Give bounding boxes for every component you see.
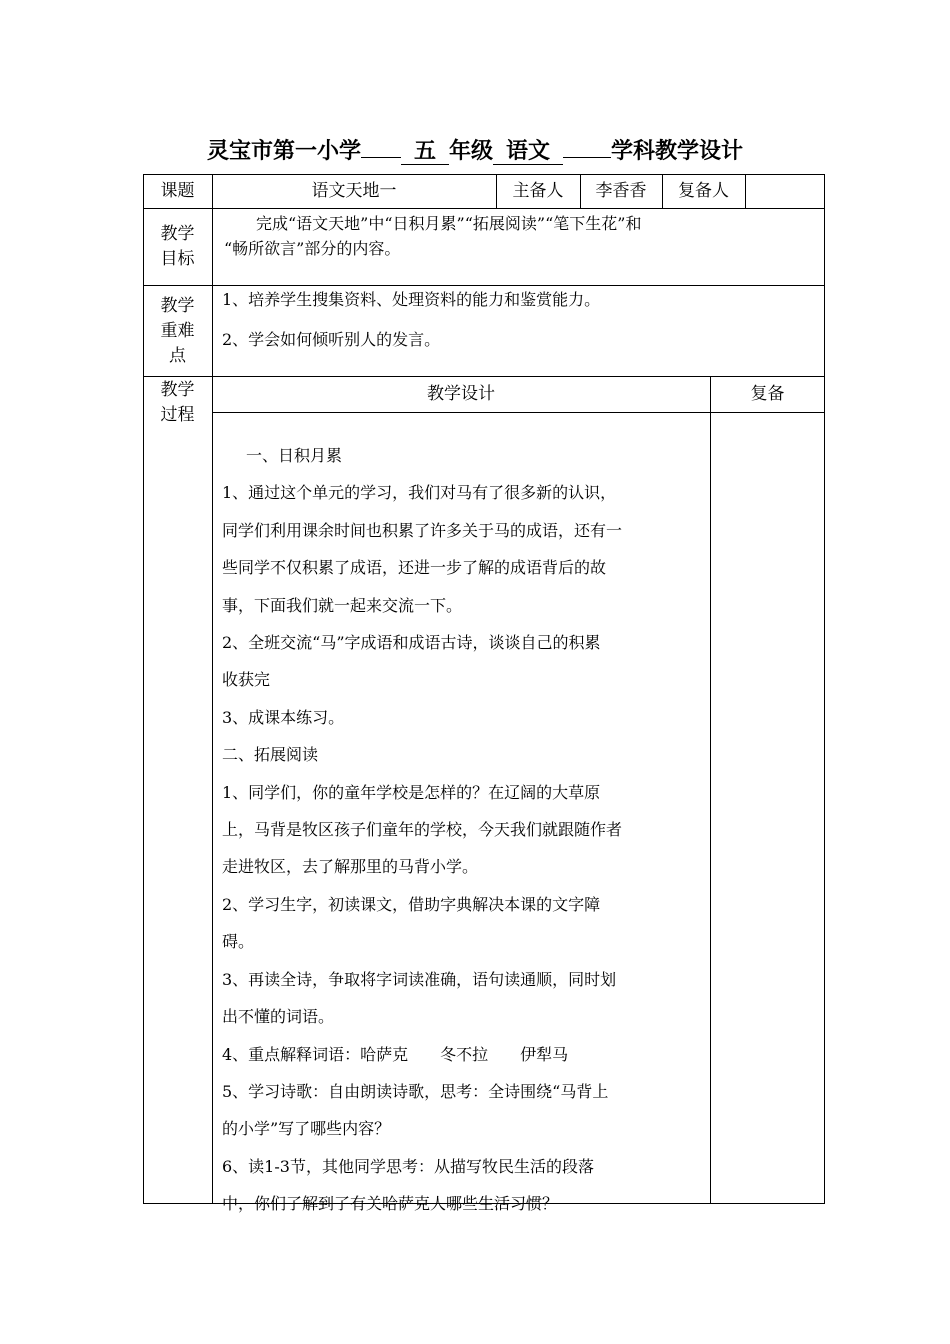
title-subject: 语文 — [493, 140, 563, 165]
content-line: 3、成课本练习。 — [222, 707, 345, 727]
goals-line-2: “畅所欲言”部分的内容。 — [224, 239, 401, 258]
content-line: 1、同学们，你的童年学校是怎样的？在辽阔的大草原 — [222, 782, 601, 802]
goals-line-1: 完成“语文天地”中“日积月累”“拓展阅读”“笔下生花”和 — [256, 214, 642, 233]
co-preparer-label: 复备人 — [678, 181, 729, 201]
content-line: 些同学不仅积累了成语，还进一步了解的成语背后的故 — [222, 558, 607, 578]
content-line: 碍。 — [222, 932, 255, 952]
title-suffix: 学科教学设计 — [611, 139, 744, 164]
title-blank-2 — [563, 157, 611, 158]
content-line: 1、通过这个单元的学习，我们对马有了很多新的认识， — [222, 483, 617, 503]
difficulty-item: 2、学会如何倾听别人的发言。 — [222, 330, 441, 349]
content-line: 4、重点解释词语：哈萨克 冬不拉 伊犁马 — [222, 1044, 569, 1064]
title-blank-1 — [361, 157, 401, 158]
goals-label: 教学 目标 — [160, 224, 195, 269]
content-line: 上，马背是牧区孩子们童年的学校，今天我们就跟随作者 — [222, 820, 623, 840]
topic-label: 课题 — [160, 181, 195, 201]
content-line: 中，你们了解到了有关哈萨克人哪些生活习惯？ — [222, 1194, 559, 1214]
teaching-design-content — [222, 437, 706, 1223]
document-title — [0, 136, 950, 168]
content-line: 出不懂的词语。 — [222, 1007, 335, 1027]
difficulties-label: 教学 重难 点 — [160, 296, 195, 366]
title-grade-suffix: 年级 — [448, 139, 493, 164]
section-heading: 二、拓展阅读 — [222, 745, 319, 765]
lead-preparer-label: 主备人 — [512, 181, 564, 201]
content-line: 事，下面我们就一起来交流一下。 — [222, 595, 463, 615]
topic-value: 语文天地一 — [311, 181, 397, 201]
title-grade: 五 — [401, 140, 449, 165]
content-line: 同学们利用课余时间也积累了许多关于马的成语，还有一 — [222, 520, 623, 540]
goals-text — [224, 211, 816, 261]
content-line: 5、学习诗歌：自由朗读诗歌，思考：全诗围绕“马背上 — [222, 1081, 609, 1101]
review-header: 复备 — [750, 384, 785, 404]
title-school: 灵宝市第一小学 — [206, 139, 361, 164]
content-line: 2、全班交流“马”字成语和成语古诗，谈谈自己的积累 — [222, 633, 601, 653]
content-line: 走进牧区，去了解那里的马背小学。 — [222, 857, 479, 877]
content-line: 收获完 — [222, 670, 271, 690]
section-heading: 一、日积月累 — [246, 446, 343, 465]
process-label: 教学 过程 — [160, 380, 195, 425]
content-line: 6、读1-3节，其他同学思考：从描写牧民生活的段落 — [222, 1156, 594, 1176]
content-line: 的小学”写了哪些内容？ — [222, 1119, 391, 1139]
content-line: 2、学习生字，初读课文，借助字典解决本课的文字障 — [222, 894, 601, 914]
lead-preparer-value: 李香香 — [595, 181, 647, 201]
co-preparer-value — [745, 174, 825, 208]
difficulty-item: 1、培养学生搜集资料、处理资料的能力和鉴赏能力。 — [222, 290, 601, 309]
design-header: 教学设计 — [427, 384, 495, 404]
content-line: 3、再读全诗，争取将字词读准确，语句读通顺，同时划 — [222, 969, 617, 989]
